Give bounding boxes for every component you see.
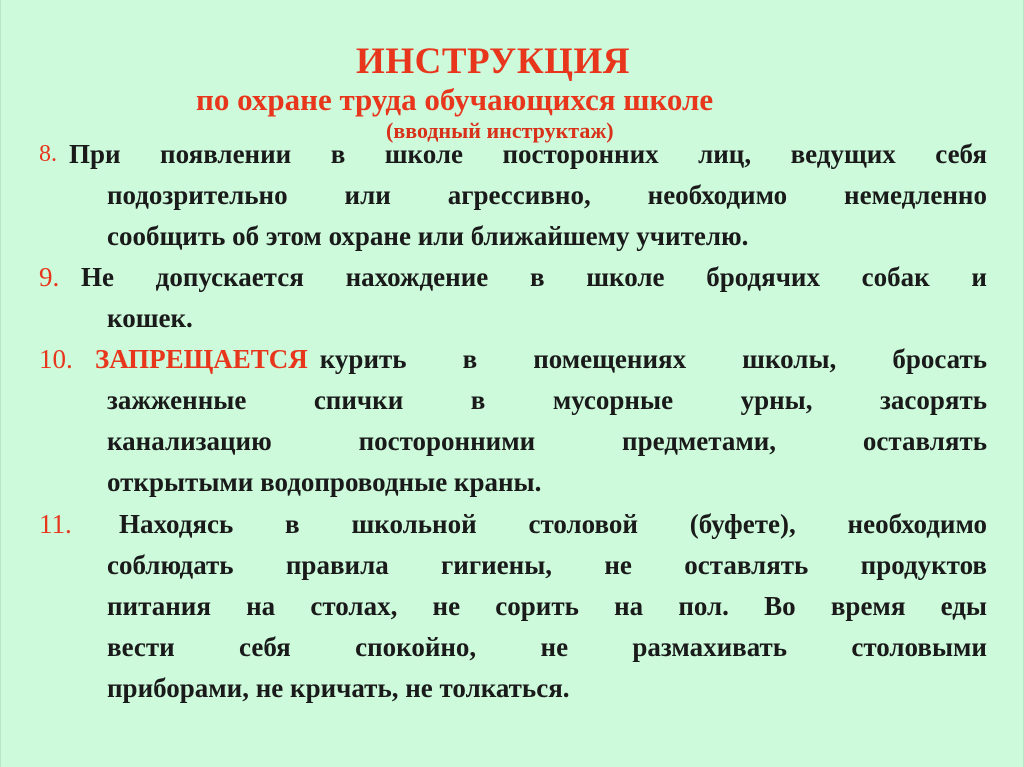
rule-line: сообщить об этом охране или ближайшему учителю.	[107, 221, 749, 251]
rule-item-11	[39, 504, 987, 709]
rule-line: вести себя спокойно, не размахивать столовыми	[107, 632, 987, 662]
rule-line: Не допускается нахождение в школе бродячих собак и	[81, 262, 987, 292]
rule-line: соблюдать правила гигиены, не оставлять продуктов	[107, 550, 987, 580]
rule-line: подозрительно или агрессивно, необходимо немедленно	[107, 180, 987, 210]
rule-line: питания на столах, не сорить на пол. Во время еды	[107, 591, 987, 621]
rule-item-10	[39, 339, 987, 503]
rule-line: курить в помещениях школы, бросать	[319, 344, 987, 374]
rule-number: 9.	[39, 262, 60, 292]
rule-line: зажженные спички в мусорные урны, засорять	[107, 385, 987, 415]
rule-line: канализацию посторонними предметами, оставлять	[107, 426, 987, 456]
rule-line: приборами, не кричать, не толкаться.	[107, 673, 570, 703]
rule-line: кошек.	[107, 303, 193, 333]
rule-number: 10.	[39, 344, 73, 374]
rule-item-9	[39, 257, 987, 339]
rule-line: открытыми водопроводные краны.	[107, 467, 542, 497]
instruction-note: (вводный инструктаж)	[386, 118, 614, 143]
instruction-subtitle: по охране труда обучающихся школе	[196, 82, 714, 117]
rule-number: 8.	[39, 141, 57, 167]
rule-item-8	[39, 134, 987, 257]
rule-line: При появлении в школе посторонних лиц, ведущих себя	[69, 139, 987, 169]
rule-line: Находясь в школьной столовой (буфете), необходимо	[119, 509, 987, 539]
instruction-title: ИНСТРУКЦИЯ	[356, 41, 630, 82]
prohibited-highlight: ЗАПРЕЩАЕТСЯ	[95, 344, 308, 374]
rule-number: 11.	[39, 509, 72, 539]
